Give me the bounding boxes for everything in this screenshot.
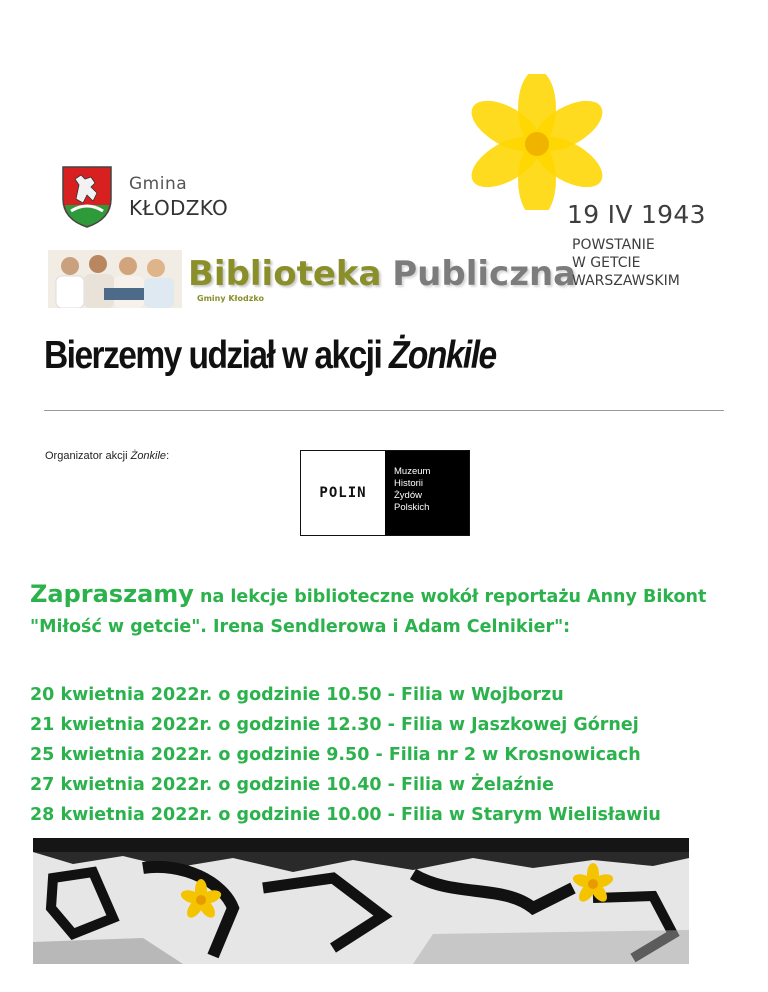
schedule-item: 21 kwietnia 2022r. o godzinie 12.30 - Filia w Jaszkowej Górnej (30, 715, 639, 735)
headline-text: Bierzemy udział w akcji (44, 334, 389, 377)
gmina-crest-logo (61, 165, 113, 229)
schedule-item: 27 kwietnia 2022r. o godzinie 10.40 - Filia w Żelaźnie (30, 775, 555, 795)
uprising-line: W GETCIE (572, 255, 641, 271)
divider (44, 410, 724, 411)
invitation-text: na lekcje biblioteczne wokół reportażu Anny Bikont "Miłość w getcie". Irena Sendlerowa i Adam Celnikier": (30, 587, 707, 637)
schedule-item: 28 kwietnia 2022r. o godzinie 10.00 - Filia w Starym Wielisławiu (30, 805, 661, 825)
library-readers-photo (48, 250, 182, 308)
headline-emphasis: Żonkile (388, 334, 496, 377)
page-headline (44, 334, 496, 378)
gmina-label: Gmina (129, 174, 188, 194)
polin-museum-logo (300, 450, 470, 536)
polin-museum-name (385, 451, 469, 535)
organizer-label (45, 450, 169, 462)
organizer-prefix: Organizator akcji (45, 450, 131, 462)
gmina-name: KŁODZKO (129, 196, 229, 220)
organizer-emphasis: Żonkile (130, 450, 167, 462)
organizer-suffix: : (166, 450, 170, 462)
daffodil-icon (470, 74, 604, 210)
library-subtitle: Gminy Kłodzko (197, 294, 264, 303)
schedule-item: 25 kwietnia 2022r. o godzinie 9.50 - Filia nr 2 w Krosnowicach (30, 745, 641, 765)
schedule-item: 20 kwietnia 2022r. o godzinie 10.50 - Filia w Wojborzu (30, 685, 564, 705)
library-name-part1: Biblioteka (188, 254, 382, 294)
lesson-schedule (30, 680, 750, 830)
uprising-date: 19 IV 1943 (567, 200, 706, 229)
uprising-line: WARSZAWSKIM (572, 273, 680, 289)
uprising-caption (572, 236, 752, 290)
mural-illustration (33, 838, 689, 964)
polin-line: Muzeum (394, 466, 431, 477)
invitation-lead: Zapraszamy (30, 580, 194, 608)
library-name (188, 254, 576, 294)
polin-wordmark: POLIN (319, 485, 367, 501)
polin-line: Żydów (394, 490, 422, 501)
invitation-paragraph (30, 580, 750, 642)
polin-line: Historii (394, 478, 424, 489)
polin-line: Polskich (394, 502, 430, 513)
library-name-part2: Publiczna (392, 254, 577, 294)
uprising-line: POWSTANIE (572, 237, 655, 253)
